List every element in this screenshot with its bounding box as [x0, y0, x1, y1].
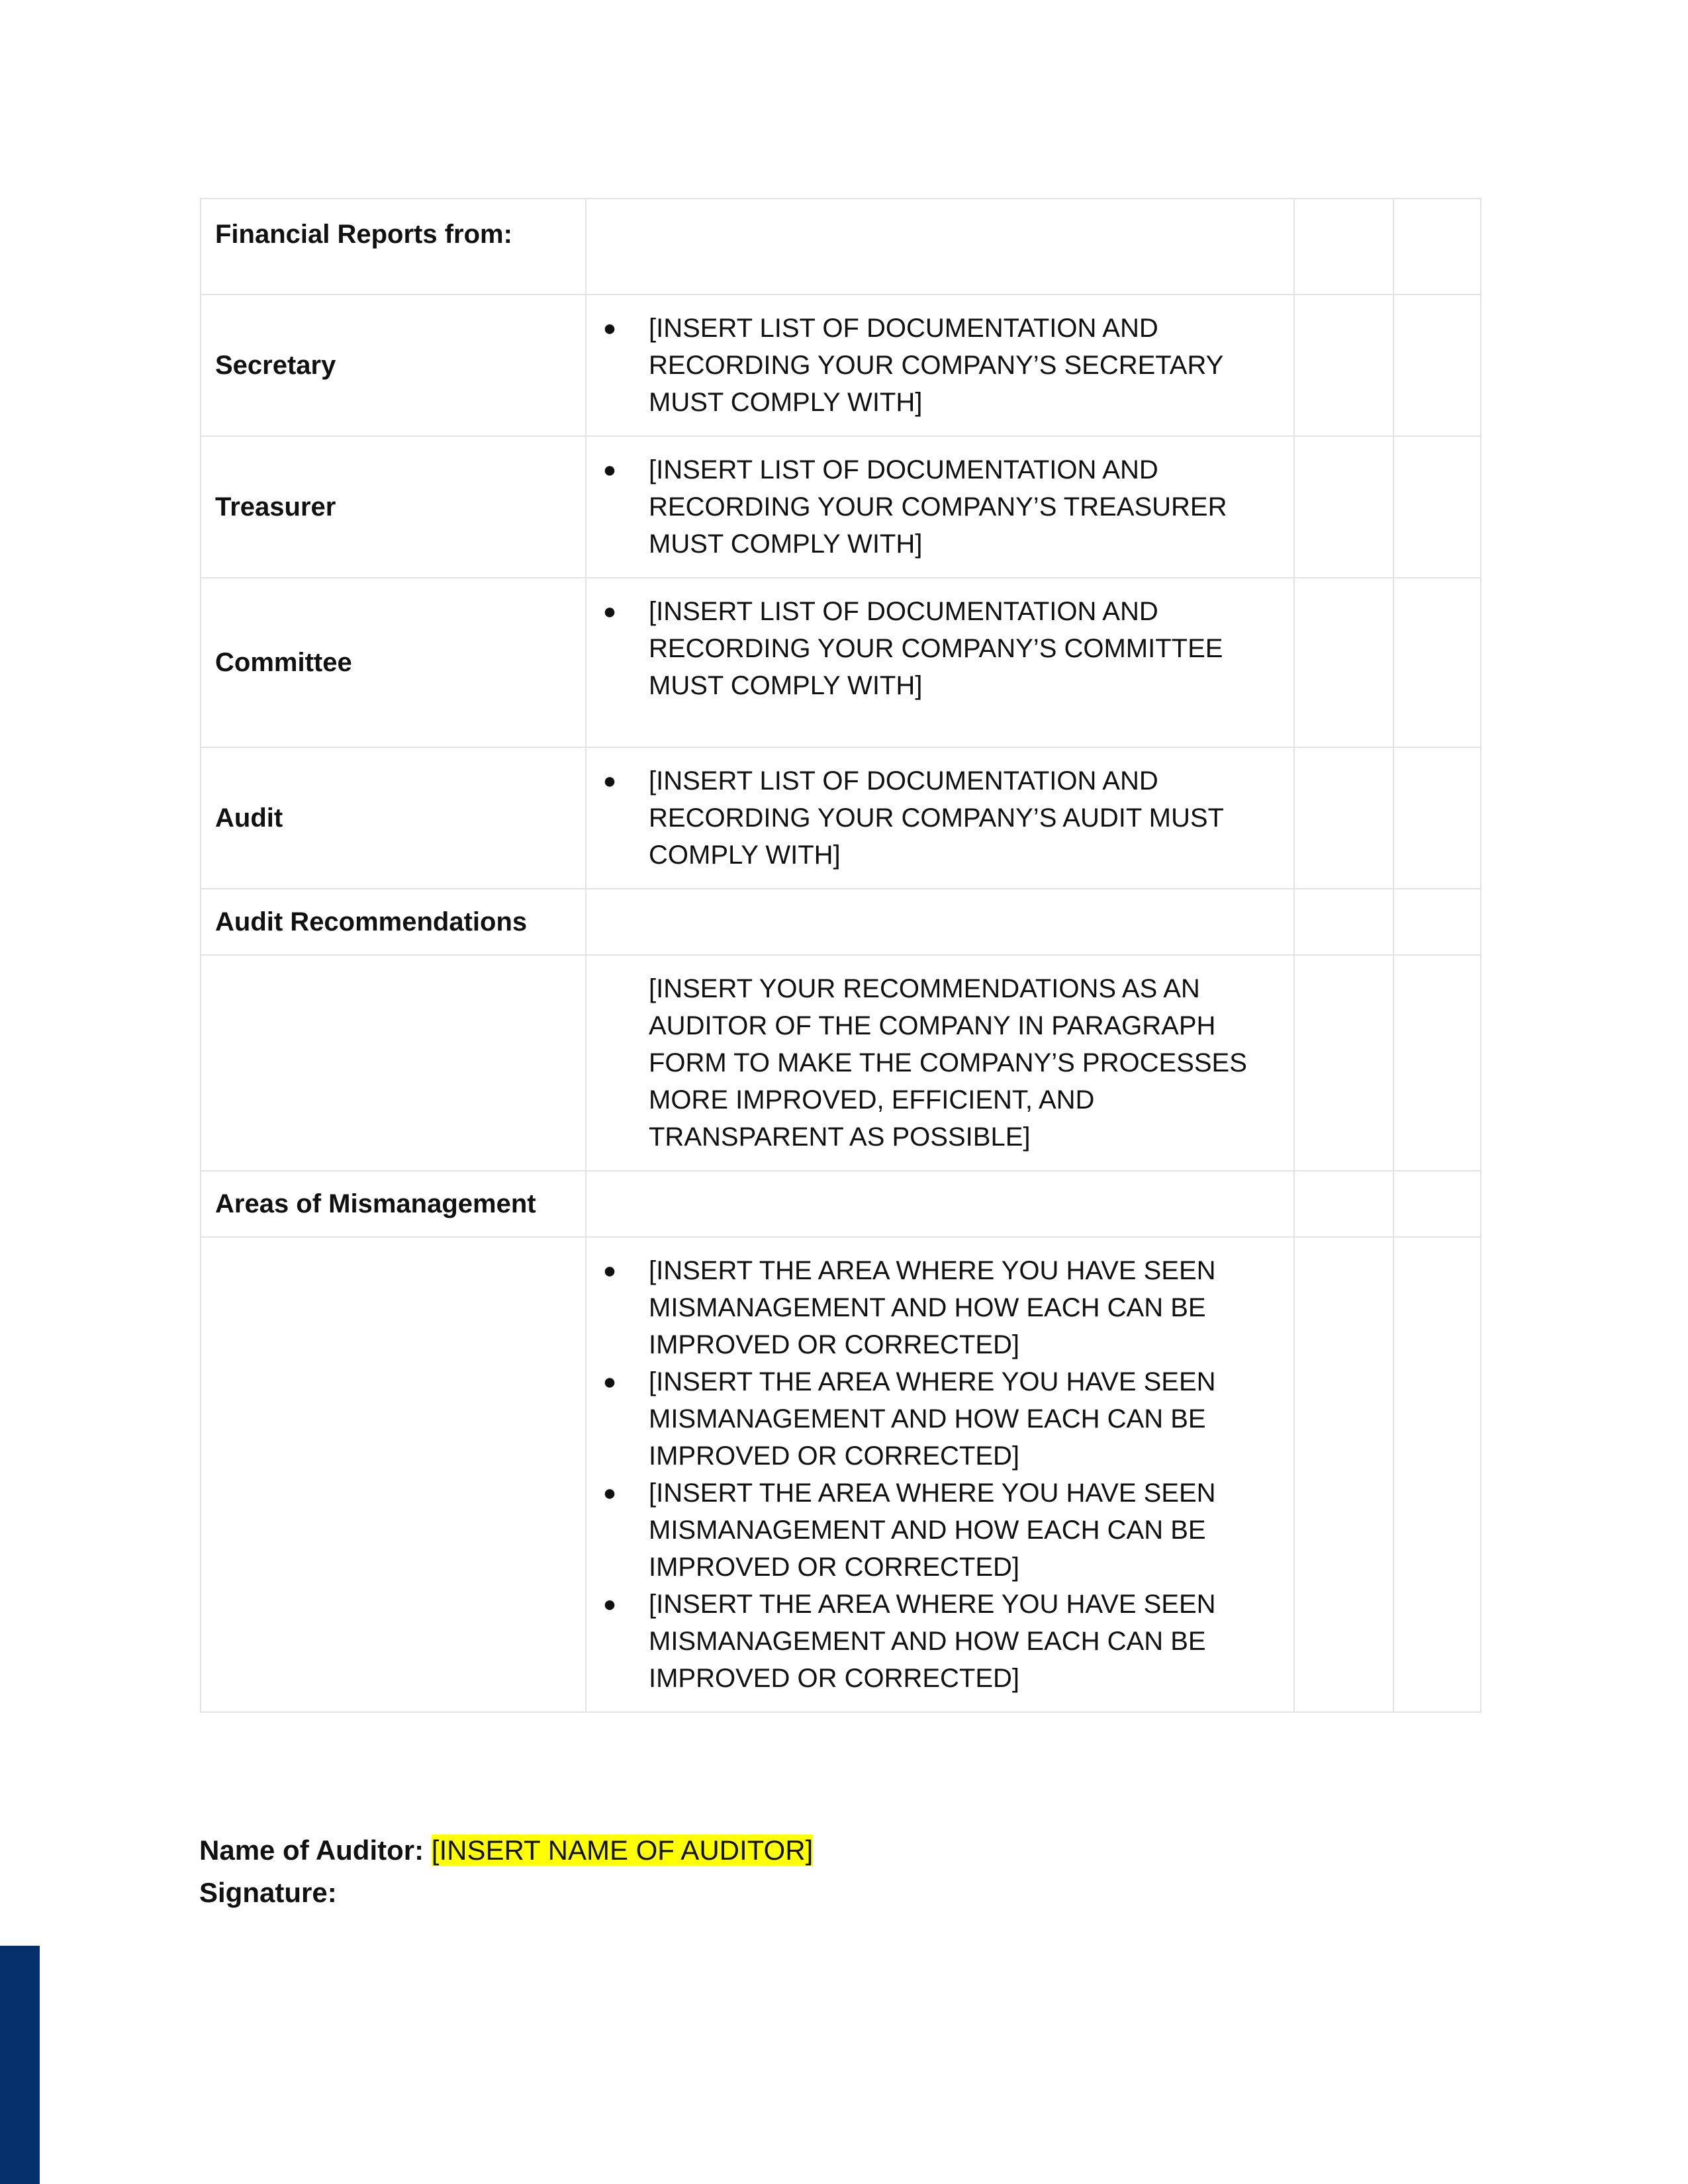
bullet-list: [586, 1252, 1280, 1697]
section-label-audit-recommendations: Audit Recommendations: [201, 889, 586, 955]
table-cell: [1393, 436, 1481, 578]
bullet-icon: ●: [602, 1369, 617, 1394]
bullet-icon: ●: [602, 457, 617, 482]
treasurer-requirements: [586, 436, 1294, 578]
table-row: [201, 1171, 1481, 1237]
table-cell: [201, 955, 586, 1171]
audit-requirements: [586, 747, 1294, 889]
row-label-committee: Committee: [201, 578, 586, 747]
table-cell: [1393, 199, 1481, 295]
table-row: [201, 955, 1481, 1171]
list-item-text: [INSERT THE AREA WHERE YOU HAVE SEEN MISMANAGEMENT AND HOW EACH CAN BE IMPROVED OR CORRECTED]: [649, 1590, 1216, 1693]
table-cell: [1393, 295, 1481, 436]
signature-line: [199, 1874, 337, 1911]
table-cell: [1294, 889, 1393, 955]
recommendations-paragraph-cell: [586, 955, 1294, 1171]
auditor-name-line: [199, 1832, 813, 1869]
table-cell: [1294, 955, 1393, 1171]
committee-requirements: [586, 578, 1294, 747]
list-item-text: [INSERT LIST OF DOCUMENTATION AND RECORDING YOUR COMPANY’S SECRETARY MUST COMPLY WITH]: [649, 314, 1223, 417]
list-item: [586, 593, 1280, 704]
recommendations-paragraph: [INSERT YOUR RECOMMENDATIONS AS AN AUDITOR OF THE COMPANY IN PARAGRAPH FORM TO MAKE THE COMPANY’S PROCESSES MORE IMPROVED, EFFICIENT, AND TRANSPARENT AS POSSIBLE]: [649, 974, 1247, 1152]
table-cell: [1393, 747, 1481, 889]
list-item-text: [INSERT THE AREA WHERE YOU HAVE SEEN MISMANAGEMENT AND HOW EACH CAN BE IMPROVED OR CORRECTED]: [649, 1479, 1216, 1582]
list-item: [586, 1363, 1280, 1475]
bullet-icon: ●: [602, 1480, 617, 1506]
list-item: [586, 762, 1280, 874]
table-cell: [586, 199, 1294, 295]
row-label-secretary: Secretary: [201, 295, 586, 436]
auditor-name-label: Name of Auditor:: [199, 1835, 424, 1866]
table-row: [201, 1237, 1481, 1712]
bullet-list: [586, 762, 1280, 874]
bullet-icon: ●: [602, 1258, 617, 1283]
row-label-treasurer: Treasurer: [201, 436, 586, 578]
list-item-text: [INSERT THE AREA WHERE YOU HAVE SEEN MISMANAGEMENT AND HOW EACH CAN BE IMPROVED OR CORRECTED]: [649, 1256, 1216, 1359]
bullet-icon: ●: [602, 768, 617, 794]
section-label-areas-of-mismanagement: Areas of Mismanagement: [201, 1171, 586, 1237]
table-cell: [1393, 889, 1481, 955]
list-item-text: [INSERT THE AREA WHERE YOU HAVE SEEN MISMANAGEMENT AND HOW EACH CAN BE IMPROVED OR CORRECTED]: [649, 1367, 1216, 1471]
list-item: [586, 1475, 1280, 1586]
table-row: [201, 747, 1481, 889]
signature-label: Signature:: [199, 1877, 337, 1908]
list-item: [586, 1586, 1280, 1697]
list-item: [586, 1252, 1280, 1363]
table-cell: [201, 1237, 586, 1712]
auditor-name-placeholder: [INSERT NAME OF AUDITOR]: [431, 1835, 814, 1866]
bullet-icon: ●: [602, 316, 617, 341]
table-row: [201, 199, 1481, 295]
table-cell: [1393, 955, 1481, 1171]
table-cell: [586, 889, 1294, 955]
table-row: [201, 578, 1481, 747]
list-item-text: [INSERT LIST OF DOCUMENTATION AND RECORDING YOUR COMPANY’S AUDIT MUST COMPLY WITH]: [649, 766, 1224, 870]
list-item-text: [INSERT LIST OF DOCUMENTATION AND RECORDING YOUR COMPANY’S COMMITTEE MUST COMPLY WITH]: [649, 597, 1223, 700]
accent-bar: [0, 1946, 40, 2184]
mismanagement-list-cell: [586, 1237, 1294, 1712]
secretary-requirements: [586, 295, 1294, 436]
table-cell: [1294, 199, 1393, 295]
bullet-icon: ●: [602, 1592, 617, 1617]
audit-report-table: [200, 198, 1481, 1713]
table-cell: [586, 1171, 1294, 1237]
table-cell: [1393, 1171, 1481, 1237]
table-row: [201, 436, 1481, 578]
section-label-financial-reports: Financial Reports from:: [201, 199, 586, 295]
table-row: [201, 295, 1481, 436]
bullet-list: [586, 451, 1280, 563]
bullet-icon: ●: [602, 599, 617, 624]
row-label-audit: Audit: [201, 747, 586, 889]
table-cell: [1294, 436, 1393, 578]
table-row: [201, 889, 1481, 955]
list-item: [586, 451, 1280, 563]
table-cell: [1294, 1237, 1393, 1712]
bullet-list: [586, 310, 1280, 421]
table-cell: [1294, 578, 1393, 747]
table-cell: [1294, 295, 1393, 436]
table-cell: [1393, 578, 1481, 747]
table-cell: [1393, 1237, 1481, 1712]
table-cell: [1294, 1171, 1393, 1237]
list-item-text: [INSERT LIST OF DOCUMENTATION AND RECORDING YOUR COMPANY’S TREASURER MUST COMPLY WITH]: [649, 455, 1227, 559]
table-cell: [1294, 747, 1393, 889]
list-item: [586, 310, 1280, 421]
bullet-list: [586, 593, 1280, 704]
